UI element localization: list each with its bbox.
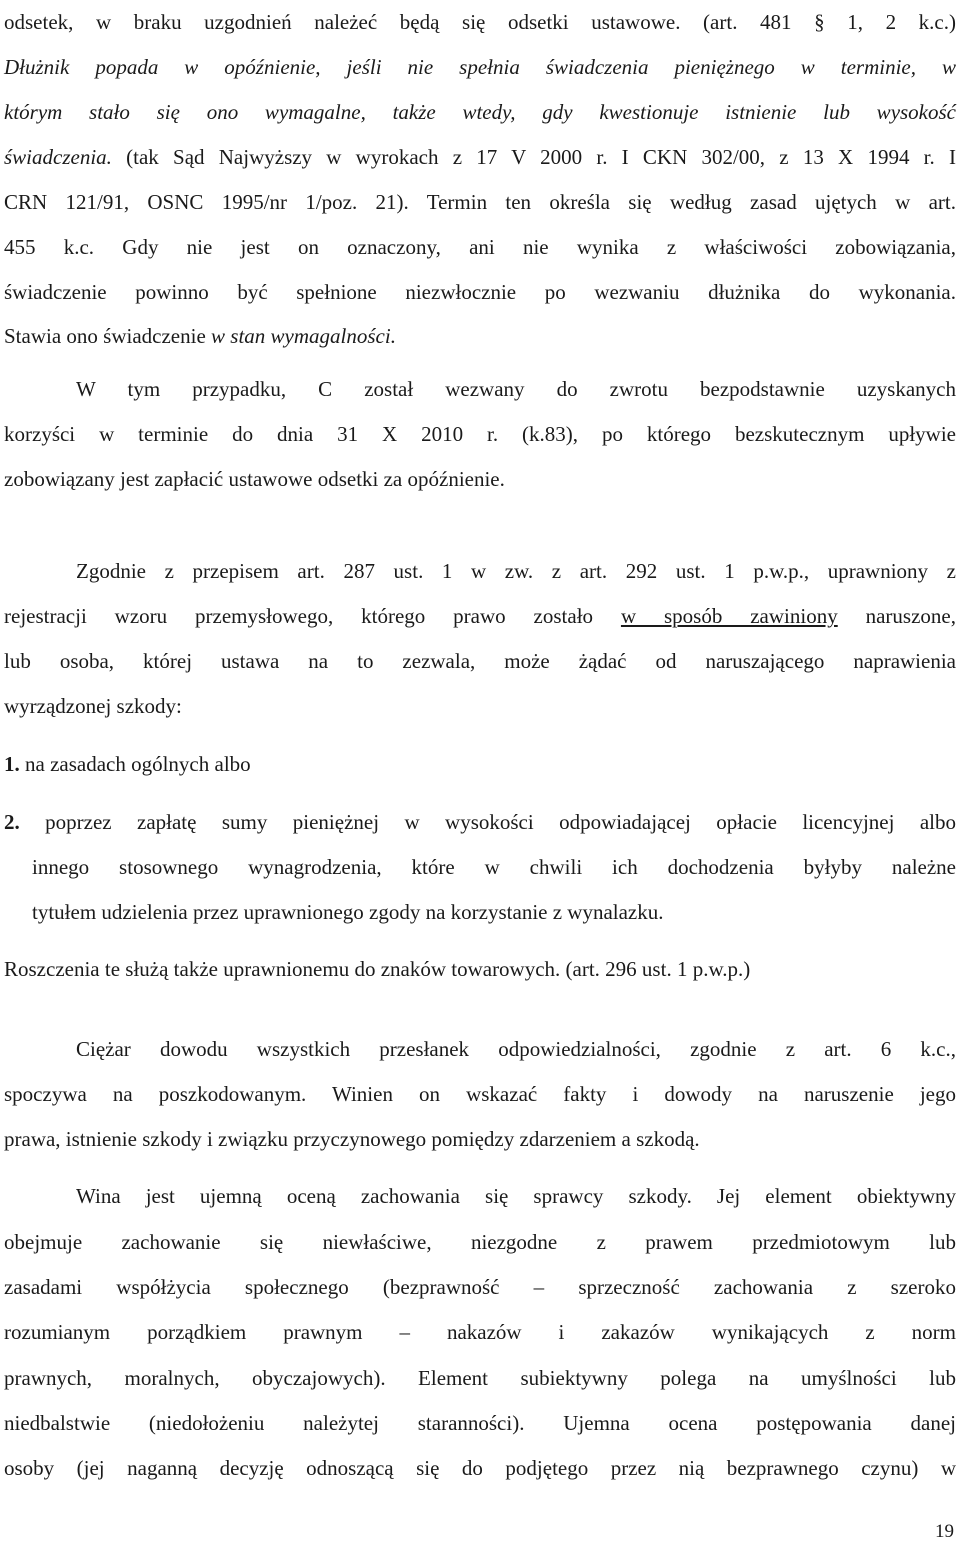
text-line: korzyści w terminie do dnia 31 X 2010 r. (k.83), po którego bezskutecznym upływie bbox=[4, 422, 956, 446]
text-line: niedbalstwie (niedołożeniu należytej staranności). Ujemna ocena postępowania danej bbox=[4, 1411, 956, 1435]
text-line: spoczywa na poszkodowanym. Winien on wskazać fakty i dowody na naruszenie jego bbox=[4, 1082, 956, 1106]
text-line: prawnych, moralnych, obyczajowych). Element subiektywny polega na umyślności lub bbox=[4, 1366, 956, 1390]
text-line: osoby (jej naganną decyzję odnoszącą się do podjętego przez nią bezprawnego czynu) w bbox=[4, 1456, 956, 1480]
text-line: CRN 121/91, OSNC 1995/nr 1/poz. 21). Termin ten określa się według zasad ujętych w art. bbox=[4, 190, 956, 214]
text-line: świadczenie powinno być spełnione niezwłocznie po wezwaniu dłużnika do wykonania. bbox=[4, 280, 956, 304]
list-item-text: poprzez zapłatę sumy pieniężnej w wysokości odpowiadającej opłacie licencyjnej albo bbox=[45, 810, 956, 834]
text-line: lub osoba, której ustawa na to zezwala, może żądać od naruszającego naprawienia bbox=[4, 649, 956, 673]
text-line: rozumianym porządkiem prawnym – nakazów i zakazów wynikających z norm bbox=[4, 1320, 956, 1344]
list-item-continuation: innego stosownego wynagrodzenia, które w chwili ich dochodzenia byłyby należne bbox=[32, 855, 956, 879]
text-line: zobowiązany jest zapłacić ustawowe odsetki za opóźnienie. bbox=[4, 467, 505, 491]
text-line: Wina jest ujemną oceną zachowania się sprawcy szkody. Jej element obiektywny bbox=[76, 1184, 956, 1208]
italic-span: świadczenia. bbox=[4, 145, 112, 169]
text-line bbox=[4, 326, 956, 347]
list-number: 2. bbox=[4, 810, 20, 834]
text-line: którym stało się ono wymagalne, także wtedy, gdy kwestionuje istnienie lub wysokość bbox=[4, 100, 956, 124]
text-line bbox=[4, 606, 956, 627]
text-line: obejmuje zachowanie się niewłaściwe, niezgodne z prawem przedmiotowym lub bbox=[4, 1230, 956, 1254]
text-line: zasadami współżycia społecznego (bezprawność – sprzeczność zachowania z szeroko bbox=[4, 1275, 956, 1299]
list-number: 1. bbox=[4, 752, 20, 776]
text-span: (tak Sąd Najwyższy w wyrokach z 17 V 2000 r. I CKN 302/00, z 13 X 1994 r. I bbox=[111, 145, 956, 169]
underlined-span: w sposób zawiniony bbox=[620, 604, 838, 628]
italic-span: w stan wymagalności. bbox=[211, 324, 396, 348]
text-span: naruszone, bbox=[837, 604, 956, 628]
list-item bbox=[4, 812, 956, 833]
text-line: Roszczenia te służą także uprawnionemu do znaków towarowych. (art. 296 ust. 1 p.w.p.) bbox=[4, 957, 751, 981]
list-item-text: na zasadach ogólnych albo bbox=[25, 752, 251, 776]
list-item-continuation: tytułem udzielenia przez uprawnionego zgody na korzystanie z wynalazku. bbox=[32, 900, 664, 924]
text-line: Dłużnik popada w opóźnienie, jeśli nie spełnia świadczenia pieniężnego w terminie, w bbox=[4, 55, 956, 79]
text-line: 455 k.c. Gdy nie jest on oznaczony, ani nie wynika z właściwości zobowiązania, bbox=[4, 235, 956, 259]
text-line: W tym przypadku, C został wezwany do zwrotu bezpodstawnie uzyskanych bbox=[76, 377, 956, 401]
text-span: Stawia ono świadczenie bbox=[4, 324, 212, 348]
text-line: Zgodnie z przepisem art. 287 ust. 1 w zw. z art. 292 ust. 1 p.w.p., uprawniony z bbox=[76, 559, 956, 583]
text-span: rejestracji wzoru przemysłowego, którego prawo zostało bbox=[4, 604, 621, 628]
text-line: Ciężar dowodu wszystkich przesłanek odpowiedzialności, zgodnie z art. 6 k.c., bbox=[76, 1037, 956, 1061]
text-line: wyrządzonej szkody: bbox=[4, 694, 182, 718]
page-number: 19 bbox=[935, 1521, 954, 1542]
text-line: odsetek, w braku uzgodnień należeć będą się odsetki ustawowe. (art. 481 § 1, 2 k.c.) bbox=[4, 10, 956, 34]
text-line bbox=[4, 147, 956, 168]
list-item bbox=[4, 754, 956, 775]
text-line: prawa, istnienie szkody i związku przyczynowego pomiędzy zdarzeniem a szkodą. bbox=[4, 1127, 700, 1151]
